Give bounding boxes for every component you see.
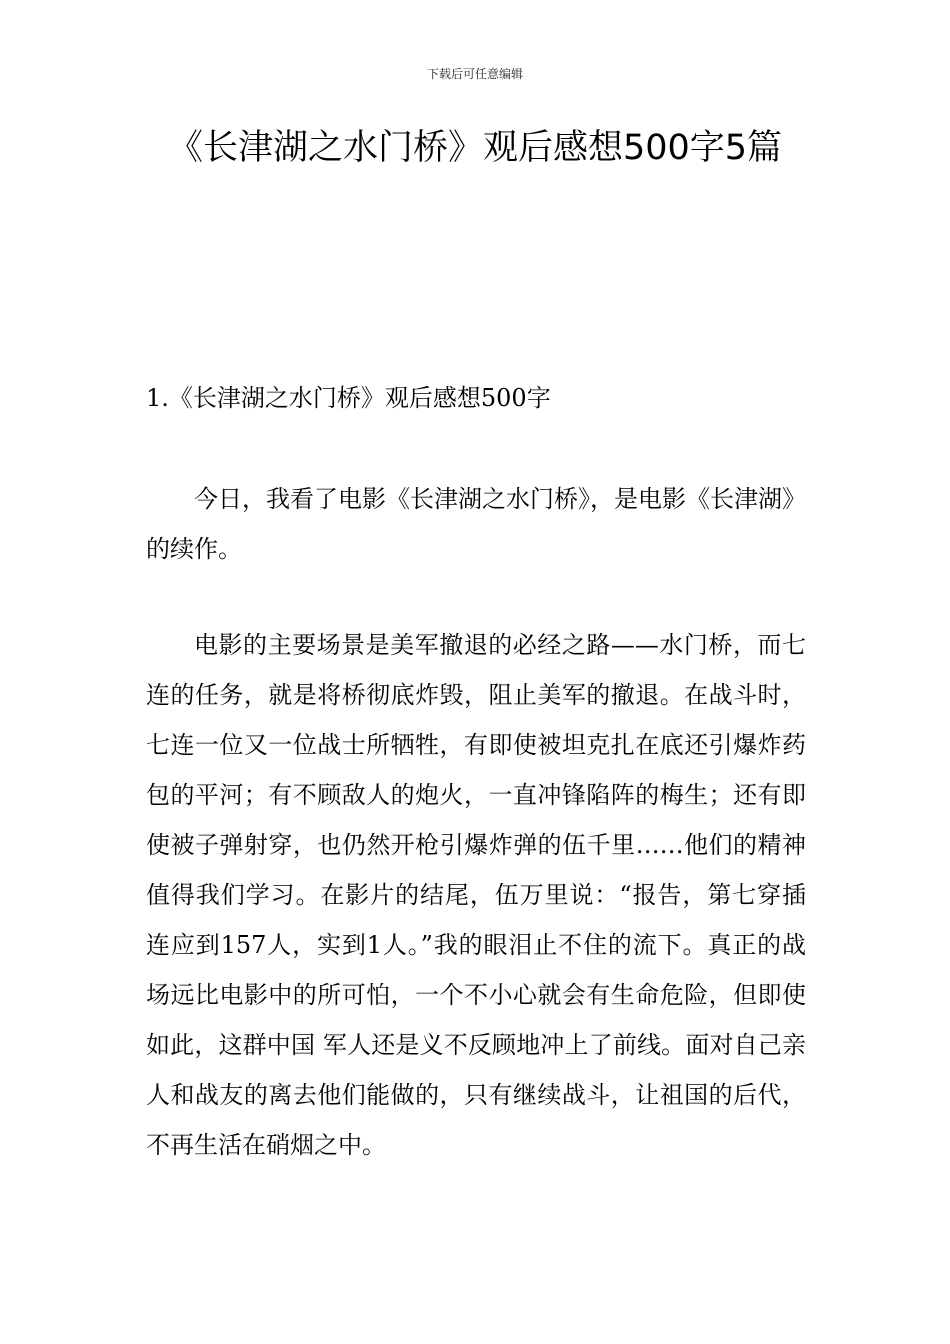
page-title: 《长津湖之水门桥》观后感想500字5篇	[167, 128, 783, 168]
header-note: 下载后可任意编辑	[426, 67, 523, 81]
section-heading: 1.《长津湖之水门桥》观后感想500字	[146, 384, 551, 412]
body-paragraph: 今日，我看了电影《长津湖之水门桥》，是电影《长津湖》的续作。	[146, 485, 806, 563]
body-paragraph: 电影的主要场景是美军撤退的必经之路——水门桥，而七连的任务，就是将桥彻底炸毁，阻止美军的撤退。在战斗时，七连一位又一位战士所牺牲，有即使被坦克扎在底还引爆炸药包的平河；有不顾敌人的炮火，一直冲锋陷阵的梅生；还有即使被子弹射穿，也仍然开枪引爆炸弹的伍千里……他们的精神值得我们学习。在影片的结尾，伍万里说：“报告，第七穿插连应到157人，实到1人。”我的眼泪止不住的流下。真正的战场远比电影中的所可怕，一个不小心就会有生命危险，但即使如此，这群中国 军人还是义不反顾地冲上了前线。面对自己亲人和战友的离去他们能做的，只有继续战斗，让祖国的后代，不再生活在硝烟之中。	[146, 631, 806, 1159]
